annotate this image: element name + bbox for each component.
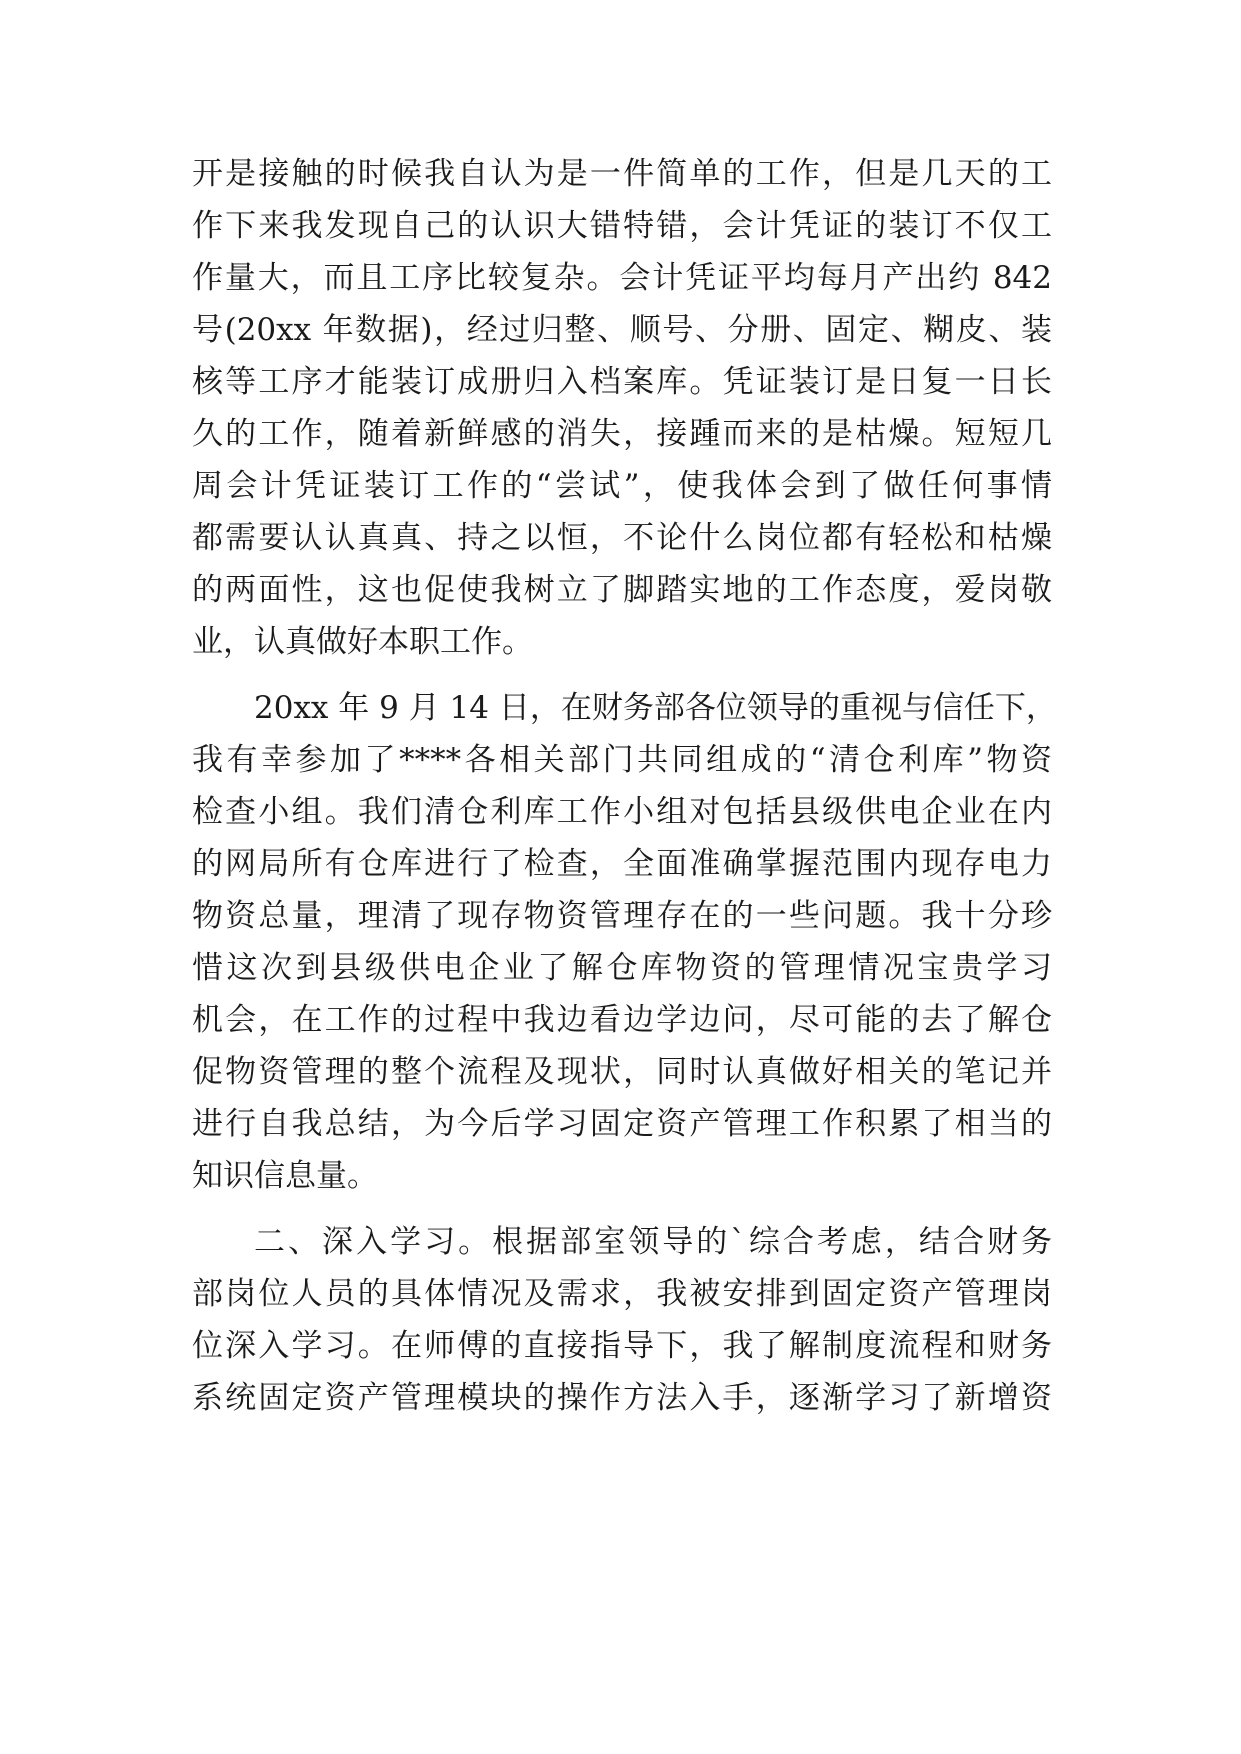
text-line: 物资总量，理清了现存物资管理存在的一些问题。我十分珍 (192, 898, 1052, 934)
paragraph-first-line: 20xx 年 9 月 14 日，在财务部各位领导的重视与信任下， (254, 690, 1057, 726)
paragraph-first-line: 二、深入学习。根据部室领导的`综合考虑，结合财务 (254, 1224, 1052, 1260)
text-line: 作量大，而且工序比较复杂。会计凭证平均每月产出约 842 (192, 260, 1052, 296)
text-line: 核等工序才能装订成册归入档案库。凭证装订是日复一日长 (192, 364, 1052, 400)
text-line: 进行自我总结，为今后学习固定资产管理工作积累了相当的 (192, 1106, 1052, 1142)
text-line: 位深入学习。在师傅的直接指导下，我了解制度流程和财务 (192, 1328, 1052, 1364)
text-line: 的网局所有仓库进行了检查，全面准确掌握范围内现存电力 (192, 846, 1052, 882)
text-line: 机会，在工作的过程中我边看边学边问，尽可能的去了解仓 (192, 1002, 1052, 1038)
text-line: 久的工作，随着新鲜感的消失，接踵而来的是枯燥。短短几 (192, 416, 1052, 452)
text-line: 部岗位人员的具体情况及需求，我被安排到固定资产管理岗 (192, 1276, 1052, 1312)
text-line: 我有幸参加了****各相关部门共同组成的“清仓利库”物资 (192, 742, 1052, 778)
text-line: 开是接触的时候我自认为是一件简单的工作，但是几天的工 (192, 156, 1052, 192)
text-line: 业，认真做好本职工作。 (192, 624, 533, 660)
text-line: 促物资管理的整个流程及现状，同时认真做好相关的笔记并 (192, 1054, 1052, 1090)
text-line: 的两面性，这也促使我树立了脚踏实地的工作态度，爱岗敬 (192, 572, 1052, 608)
text-line: 知识信息量。 (192, 1158, 378, 1194)
text-line: 周会计凭证装订工作的“尝试”，使我体会到了做任何事情 (192, 468, 1052, 504)
text-line: 检查小组。我们清仓利库工作小组对包括县级供电企业在内 (192, 794, 1052, 830)
text-line: 都需要认认真真、持之以恒，不论什么岗位都有轻松和枯燥 (192, 520, 1052, 556)
text-line: 作下来我发现自己的认识大错特错，会计凭证的装订不仅工 (192, 208, 1052, 244)
text-line: 系统固定资产管理模块的操作方法入手，逐渐学习了新增资 (192, 1380, 1052, 1416)
text-line: 惜这次到县级供电企业了解仓库物资的管理情况宝贵学习 (192, 950, 1052, 986)
text-line: 号(20xx 年数据)，经过归整、顺号、分册、固定、糊皮、装 (192, 312, 1052, 348)
